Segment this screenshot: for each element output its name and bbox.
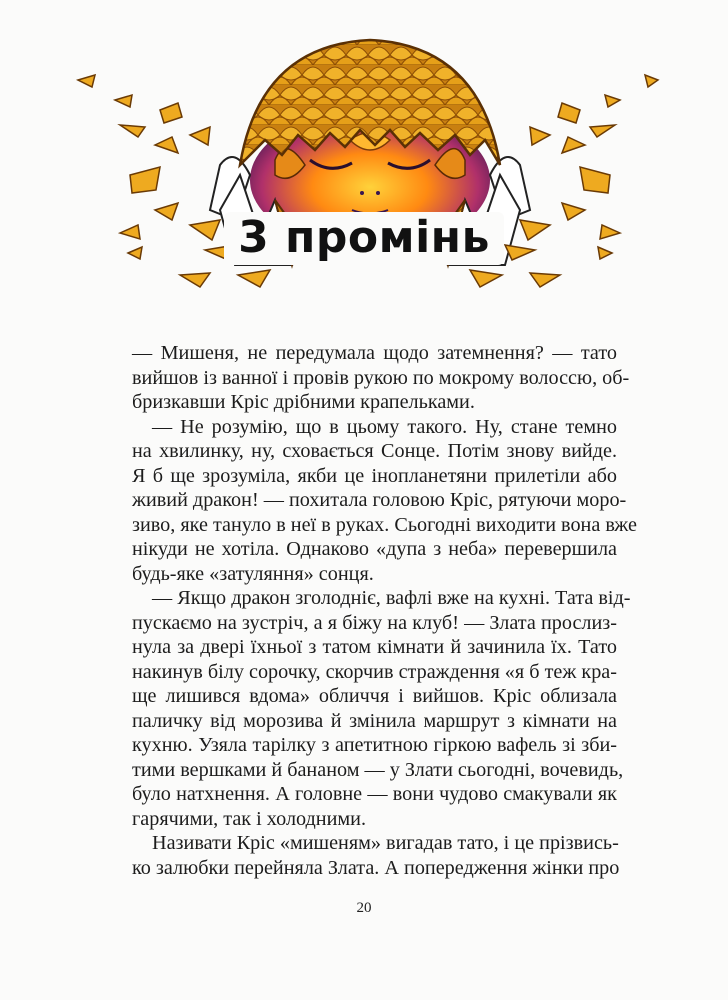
- text-line: пускаємо на зустріч, а я біжу на клуб! — Злата прослиз-: [132, 611, 617, 634]
- text-line: вийшов із ванної і провів рукою по мокрому волоссю, об-: [132, 366, 630, 389]
- text-line: — Не розумію, що в цьому такого. Ну, стане темно: [152, 415, 617, 438]
- text-line: на хвилинку, ну, сховається Сонце. Потім знову вийде.: [132, 440, 617, 462]
- text-line: будь-яке «затуляння» сонця.: [132, 562, 374, 585]
- text-line: нікуди не хотіла. Однаково «дупа з неба» перевершила: [132, 538, 617, 560]
- text-line: живий дракон! — похитала головою Кріс, рятуючи моро-: [132, 489, 627, 511]
- text-line: тими вершками й бананом — у Злати сьогодні, вочевидь,: [132, 758, 624, 781]
- text-line: ще лишився вдома» обличчя і вийшов. Кріс облизала: [132, 685, 617, 707]
- page-number: 20: [356, 900, 372, 916]
- text-line: Називати Кріс «мишеням» вигадав тато, і це прізвись-: [152, 832, 619, 854]
- text-line: паличку від морозива й змінила маршрут з кімнати на: [132, 709, 617, 732]
- text-line: — Мишеня, не передумала щодо затемнення? — тато: [132, 342, 617, 364]
- text-line: гарячими, так і холодними.: [132, 807, 367, 830]
- chapter-title-text: 3 промінь: [224, 212, 504, 265]
- text-line: нула за двері їхньої з татом кімнати й зачинила їх. Тато: [132, 636, 617, 658]
- body-text: [132, 341, 637, 880]
- text-line: — Якщо дракон зголодніє, вафлі вже на кухні. Тата від-: [152, 587, 631, 609]
- text-line: зиво, яке тануло в неї в руках. Сьогодні виходити вона вже: [132, 513, 637, 536]
- text-line: Я б ще зрозуміла, якби це інопланетяни прилетіли або: [132, 464, 617, 487]
- text-line: бризкавши Кріс дрібними крапельками.: [132, 391, 475, 413]
- text-line: було натхнення. А головне — вони чудово смакували як: [132, 783, 617, 805]
- text-line: кухню. Узяла тарілку з апетитною гіркою вафель зі зби-: [132, 734, 617, 756]
- chapter-title: [0, 212, 728, 263]
- text-line: ко залюбки перейняла Злата. А попередження жінки про: [132, 856, 620, 879]
- text-line: накинув білу сорочку, скорчив страждення «я б теж кра-: [132, 660, 617, 683]
